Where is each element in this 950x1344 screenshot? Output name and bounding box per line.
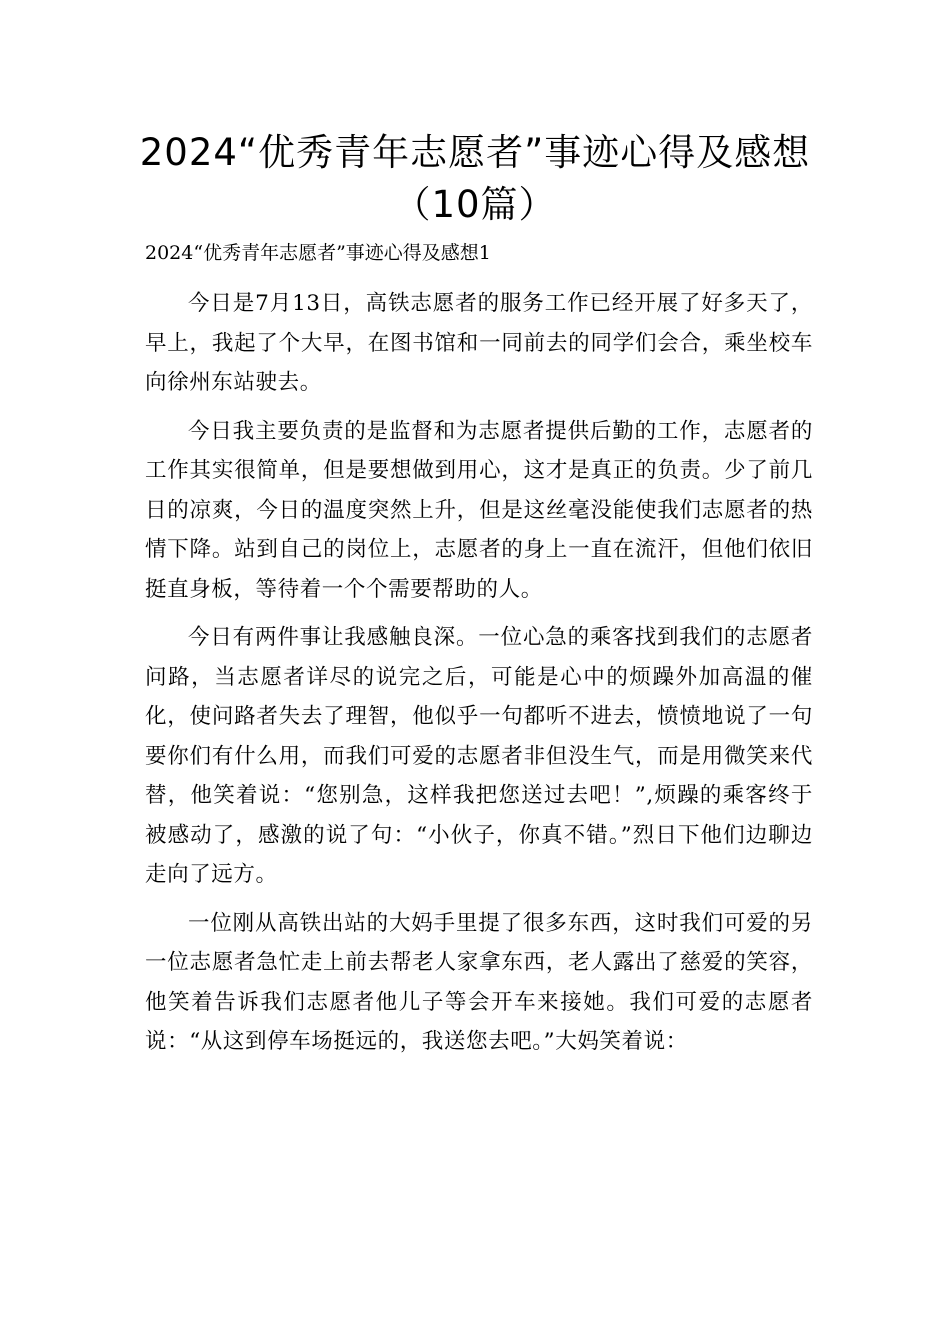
paragraph: 今日是7月13日，高铁志愿者的服务工作已经开展了好多天了，早上，我起了个大早，在图书馆和一同前去的同学们会合，乘坐校车向徐州东站驶去。 <box>145 291 813 395</box>
document-body <box>145 284 813 1071</box>
paragraph: 一位刚从高铁出站的大妈手里提了很多东西，这时我们可爱的另一位志愿者急忙走上前去帮老人家拿东西，老人露出了慈爱的笑容，他笑着告诉我们志愿者他儿子等会开车来接她。我们可爱的志愿者说：“从这到停车场挺远的，我送您去吧。”大妈笑着说： <box>145 910 813 1054</box>
paragraph: 今日有两件事让我感触良深。一位心急的乘客找到我们的志愿者问路，当志愿者详尽的说完之后，可能是心中的烦躁外加高温的催化，使问路者失去了理智，他似乎一句都听不进去，愤愤地说了一句要你们有什么用，而我们可爱的志愿者非但没生气，而是用微笑来代替，他笑着说：“您别急，这样我把您送过去吧！”,烦躁的乘客终于被感动了，感激的说了句：“小伙子，你真不错。”烈日下他们边聊边走向了远方。 <box>145 625 813 887</box>
section-heading: 2024“优秀青年志愿者”事迹心得及感想1 <box>145 242 491 264</box>
document-title: 2024“优秀青年志愿者”事迹心得及感想（10篇） <box>139 131 811 226</box>
paragraph: 今日我主要负责的是监督和为志愿者提供后勤的工作，志愿者的工作其实很简单，但是要想做到用心，这才是真正的负责。少了前几日的凉爽，今日的温度突然上升，但是这丝毫没能使我们志愿者的热情下降。站到自己的岗位上，志愿者的身上一直在流汗，但他们依旧挺直身板，等待着一个个需要帮助的人。 <box>145 418 813 602</box>
